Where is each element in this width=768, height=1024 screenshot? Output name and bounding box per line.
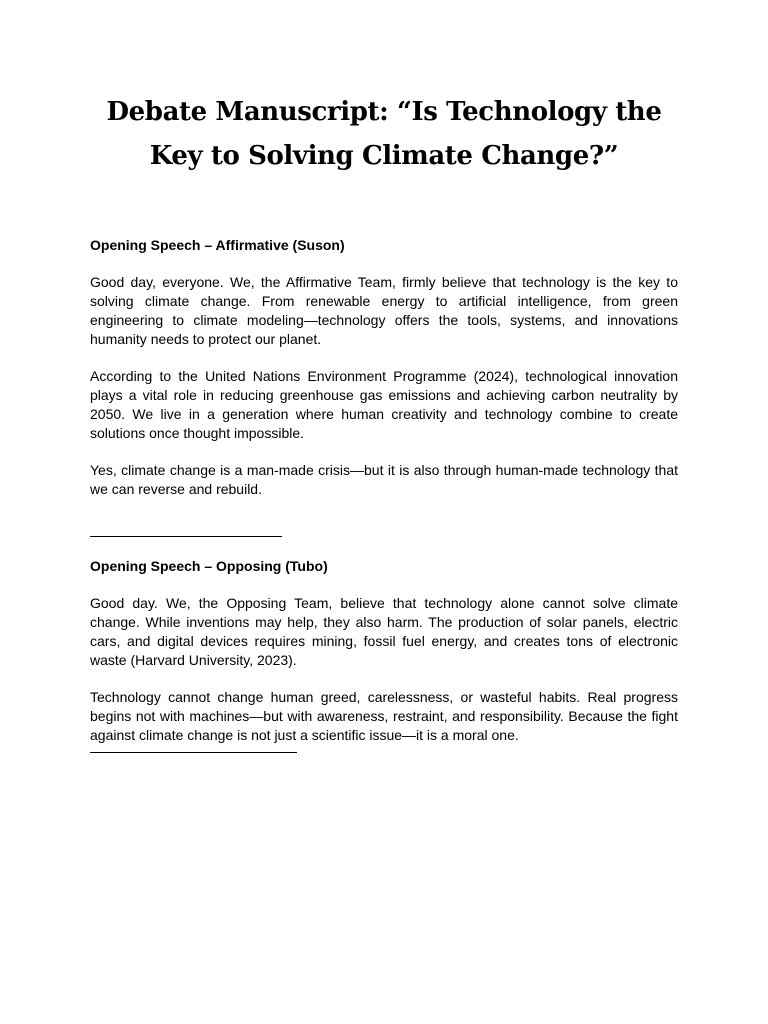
paragraph-affirmative-2: According to the United Nations Environment Programme (2024), technological innovation plays a vital role in reducing greenhouse gas emissions and achieving carbon neutrality by 2050. We live in a generation where human creativity and technology combine to create solutions once thought impossible. <box>90 368 678 441</box>
document-title <box>90 90 678 178</box>
section-divider-2 <box>90 752 297 753</box>
section-heading-opposing: Opening Speech – Opposing (Tubo) <box>90 558 328 574</box>
title-line-2: Key to Solving Climate Change?” <box>149 141 619 171</box>
section-divider-1 <box>90 536 282 537</box>
paragraph-opposing-1: Good day. We, the Opposing Team, believe that technology alone cannot solve climate change. While inventions may help, they also harm. The production of solar panels, electric cars, and digital devices requires mining, fossil fuel energy, and creates tons of electronic waste (Harvard University, 2023). <box>90 595 678 668</box>
paragraph-affirmative-1: Good day, everyone. We, the Affirmative Team, firmly believe that technology is the key to solving climate change. From renewable energy to artificial intelligence, from green engineering to climate modeling—technology offers the tools, systems, and innovations humanity needs to protect our planet. <box>90 274 678 347</box>
document-body <box>90 236 678 753</box>
section-heading-affirmative: Opening Speech – Affirmative (Suson) <box>90 237 345 253</box>
title-line-1: Debate Manuscript: “Is Technology the <box>106 97 662 127</box>
paragraph-affirmative-3: Yes, climate change is a man-made crisis—but it is also through human-made technology that we can reverse and rebuild. <box>90 462 678 497</box>
paragraph-opposing-2: Technology cannot change human greed, carelessness, or wasteful habits. Real progress begins not with machines—but with awareness, restraint, and responsibility. Because the fight against climate change is not just a scientific issue—it is a moral one. <box>90 689 678 743</box>
